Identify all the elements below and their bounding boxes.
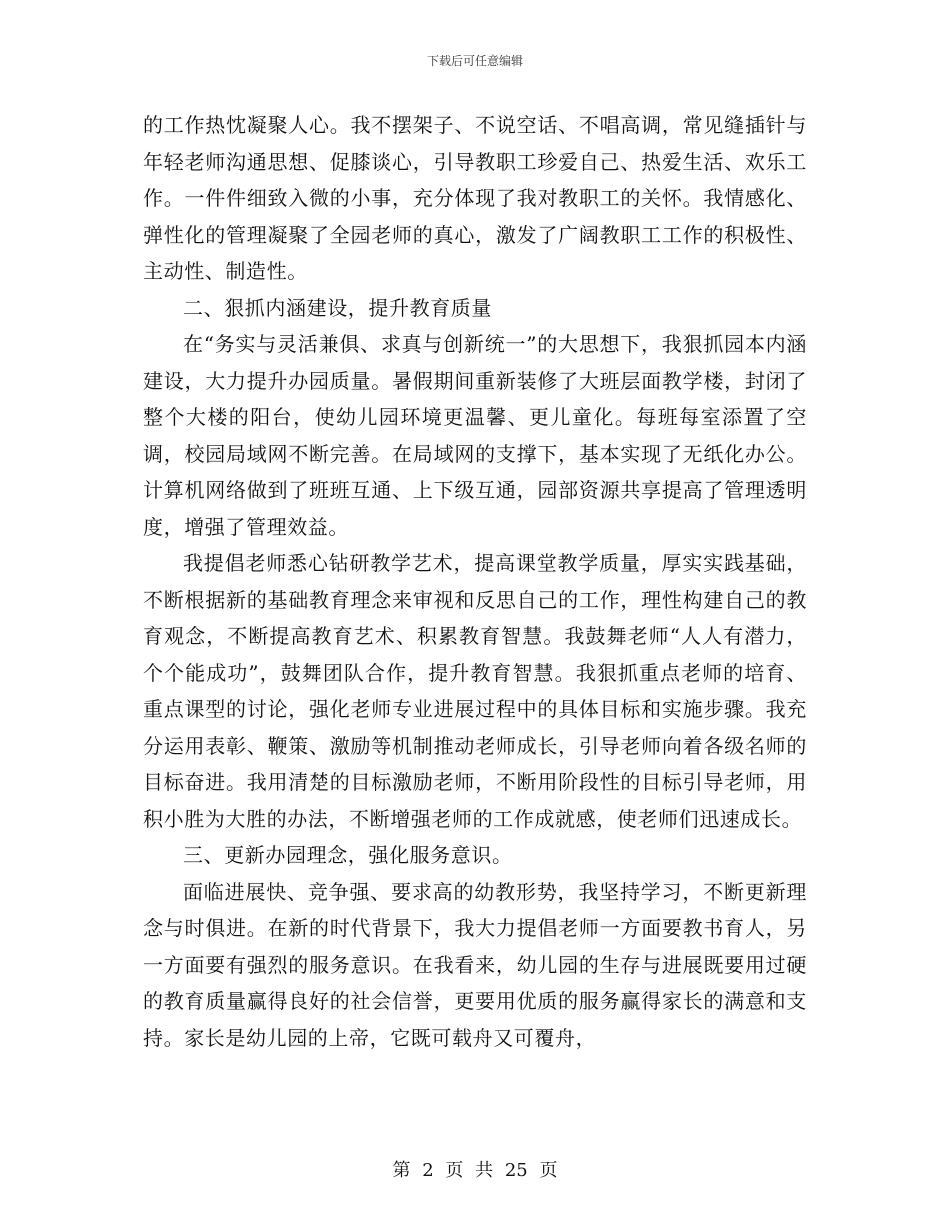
paragraph-1: 的工作热忱凝聚人心。我不摆架子、不说空话、不唱高调，常见缝插针与年轻老师沟通思想、促膝谈心，引导教职工珍爱自己、热爱生活、欢乐工作。一件件细致入微的小事，充分体现了我对教职工的关怀。我情感化、弹性化的管理凝聚了全园老师的真心，激发了广阔教职工工作的积极性、主动性、制造性。 bbox=[143, 113, 807, 283]
paragraph-3: 我提倡老师悉心钻研教学艺术，提高课堂教学质量，厚实实践基础，不断根据新的基础教育理念来审视和反思自己的工作，理性构建自己的教育观念，不断提高教育艺术、积累教育智慧。我鼓舞老师“人人有潜力，个个能成功”，鼓舞团队合作，提升教育智慧。我狠抓重点老师的培育、重点课型的讨论，强化老师专业进展过程中的具体目标和实施步骤。我充分运用表彰、鞭策、激励等机制推动老师成长，引导老师向着各级名师的目标奋进。我用清楚的目标激励老师，不断用阶段性的目标引导老师，用积小胜为大胜的办法，不断增强老师的工作成就感，使老师们迅速成长。 bbox=[143, 551, 807, 831]
paragraph-4: 面临进展快、竞争强、要求高的幼教形势，我坚持学习，不断更新理念与时俱进。在新的时代背景下，我大力提倡老师一方面要教书育人，另一方面要有强烈的服务意识。在我看来，幼儿园的生存与进展既要用过硬的教育质量赢得良好的社会信誉，更要用优质的服务赢得家长的满意和支持。家长是幼儿园的上帝，它既可载舟又可覆舟， bbox=[143, 879, 807, 1050]
section-heading-3: 三、更新办园理念，强化服务意识。 bbox=[183, 843, 513, 867]
section-heading-2: 二、狠抓内涵建设，提升教育质量 bbox=[183, 295, 492, 320]
document-body bbox=[143, 107, 807, 1056]
paragraph-2: 在“务实与灵活兼俱、求真与创新统一”的大思想下，我狠抓园本内涵建设，大力提升办园质量。暑假期间重新装修了大班层面教学楼，封闭了整个大楼的阳台，使幼儿园环境更温馨、更儿童化。每班每室添置了空调，校园局域网不断完善。在局域网的支撑下，基本实现了无纸化办公。计算机网络做到了班班互通、上下级互通，园部资源共享提高了管理透明度，增强了管理效益。 bbox=[143, 332, 807, 539]
page-number-footer: 第 2 页 共 25 页 bbox=[392, 1160, 558, 1181]
page-header-note: 下载后可任意编辑 bbox=[426, 54, 523, 68]
